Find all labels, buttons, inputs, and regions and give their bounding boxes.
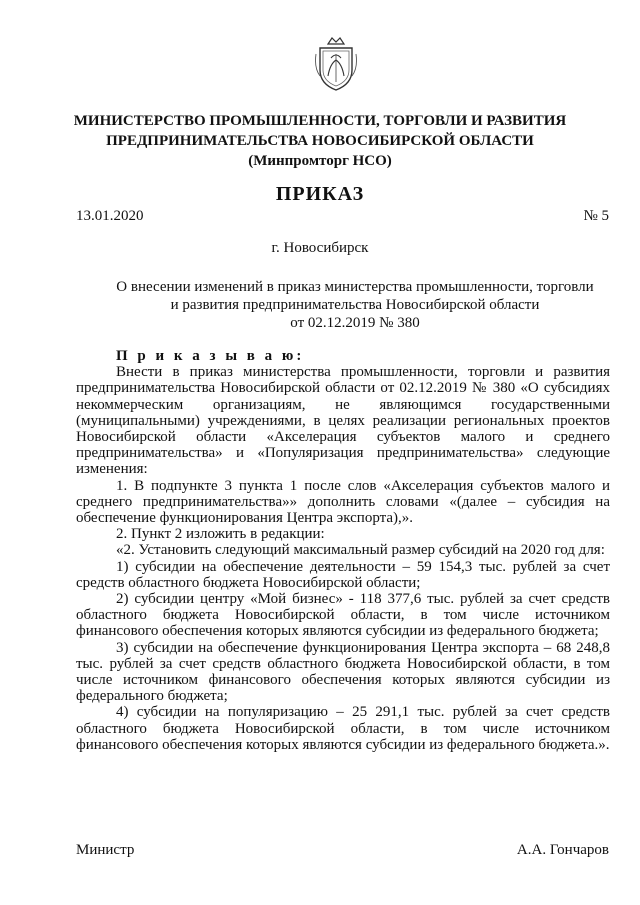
ministry-name-line1: МИНИСТЕРСТВО ПРОМЫШЛЕННОСТИ, ТОРГОВЛИ И РАЗВИТИЯ bbox=[73, 113, 567, 129]
document-subject bbox=[100, 278, 610, 332]
body-paragraph: 1) субсидии на обеспечение деятельности – 59 154,3 тыс. рублей за счет средств областного бюджета Новосибирской области; bbox=[76, 558, 610, 591]
body-paragraph: 2) субсидии центру «Мой бизнес» - 118 377,6 тыс. рублей за счет средств областного бюджета Новосибирской области, в том числе источником финансового обеспечения которых являются субсидии из федерального бюджета; bbox=[76, 591, 610, 640]
subject-line: от 02.12.2019 № 380 bbox=[290, 315, 420, 331]
document-date: 13.01.2020 bbox=[76, 208, 144, 224]
coat-of-arms-icon bbox=[314, 36, 358, 92]
signatory-name: А.А. Гончаров bbox=[516, 842, 609, 858]
subject-line: О внесении изменений в приказ министерства промышленности, торговли bbox=[116, 279, 594, 295]
ministry-name-line2: ПРЕДПРИНИМАТЕЛЬСТВА НОВОСИБИРСКОЙ ОБЛАСТИ bbox=[106, 133, 534, 149]
body-paragraph: Внести в приказ министерства промышленности, торговли и развития предпринимательства Новосибирской области от 02.12.2019 № 380 «О субсидиях некоммерческим организациям, не являющимся государственными (муниципальными) учреждениями, в целях реализации региональных проектов Новосибирской области «Акселерация субъектов малого и среднего предпринимательства» и «Популяризация предпринимательства» следующие изменения: bbox=[76, 364, 610, 478]
document-number: № 5 bbox=[583, 208, 609, 224]
body-paragraph: «2. Установить следующий максимальный размер субсидий на 2020 год для: bbox=[116, 542, 605, 559]
body-paragraph: 4) субсидии на популяризацию – 25 291,1 тыс. рублей за счет средств областного бюджета Новосибирской области, в том числе источником финансового обеспечения которых являются субсидии из федерального бюджета.». bbox=[76, 704, 610, 753]
body-paragraph: 2. Пункт 2 изложить в редакции: bbox=[116, 526, 325, 543]
subject-line: и развития предпринимательства Новосибирской области bbox=[170, 297, 540, 313]
signatory-position: Министр bbox=[76, 842, 135, 858]
order-word: П р и к а з ы в а ю: bbox=[116, 348, 305, 364]
body-paragraph: 1. В подпункте 3 пункта 1 после слов «Акселерация субъектов малого и среднего предпринимательства»» дополнить словами «(далее – субсидия на обеспечение функционирования Центра экспорта),». bbox=[76, 477, 610, 527]
document-body bbox=[76, 348, 610, 753]
document-city: г. Новосибирск bbox=[271, 240, 369, 256]
body-paragraph: 3) субсидии на обеспечение функционирования Центра экспорта – 68 248,8 тыс. рублей за счет средств областного бюджета Новосибирской области, в том числе источником финансового обеспечения которых являются субсидии из федерального бюджета; bbox=[76, 639, 610, 705]
ministry-short-name: (Минпромторг НСО) bbox=[248, 153, 392, 169]
document-title: ПРИКАЗ bbox=[275, 183, 365, 205]
